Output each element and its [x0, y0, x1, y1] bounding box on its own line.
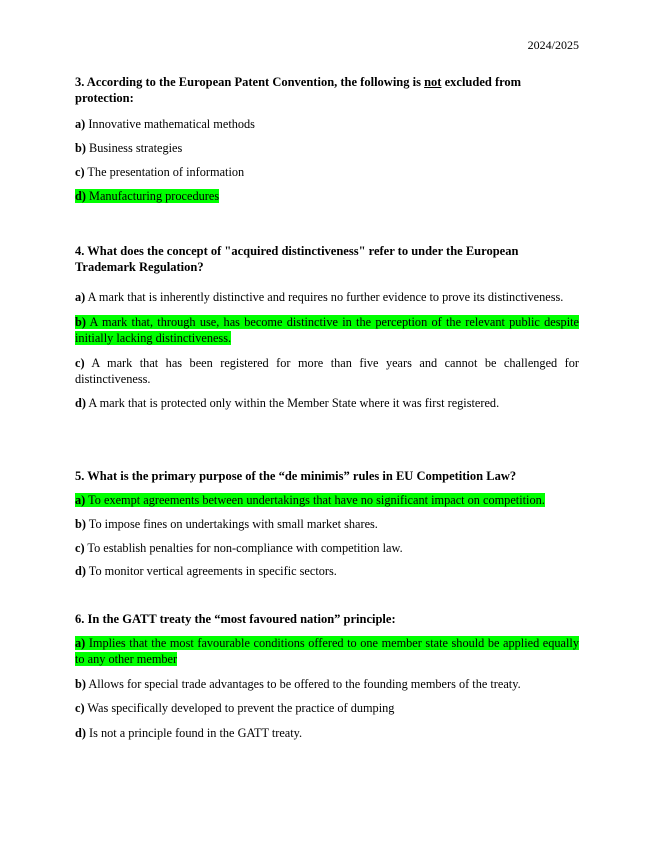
- question-6-option-d: d) Is not a principle found in the GATT treaty.: [75, 726, 303, 740]
- question-3-option-b: b) Business strategies: [75, 141, 183, 155]
- question-4-option-c: c) A mark that has been registered for more than five years and cannot be challenged for distinctiveness.: [75, 356, 579, 386]
- question-5-option-c: c) To establish penalties for non-compliance with competition law.: [75, 541, 403, 555]
- question-3-option-c: c) The presentation of information: [75, 165, 245, 179]
- question-4-title: 4. What does the concept of "acquired distinctiveness" refer to under the European Trademark Regulation?: [75, 244, 519, 274]
- question-4-option-a: a) A mark that is inherently distinctive and requires no further evidence to prove its distinctiveness.: [75, 290, 564, 304]
- question-5-option-b: b) To impose fines on undertakings with small market shares.: [75, 517, 378, 531]
- question-5-option-a-correct: a) To exempt agreements between undertakings that have no significant impact on competition.: [75, 493, 545, 507]
- question-5-option-d: d) To monitor vertical agreements in specific sectors.: [75, 564, 337, 578]
- academic-year: 2024/2025: [527, 38, 579, 52]
- question-3-option-a: a) Innovative mathematical methods: [75, 117, 255, 131]
- question-3-title: 3. According to the European Patent Convention, the following is not excluded from protection:: [75, 75, 522, 105]
- question-6-title: 6. In the GATT treaty the “most favoured nation” principle:: [75, 612, 396, 626]
- question-4-option-d: d) A mark that is protected only within the Member State where it was first registered.: [75, 396, 500, 410]
- question-6-option-a-correct: a) Implies that the most favourable conditions offered to one member state should be applied equally to any other member: [75, 636, 580, 666]
- question-6-option-b: b) Allows for special trade advantages to be offered to the founding members of the treaty.: [75, 677, 521, 691]
- emphasis-not: not: [424, 75, 442, 89]
- question-6-option-c: c) Was specifically developed to prevent the practice of dumping: [75, 701, 395, 715]
- question-3-option-d-correct: d) Manufacturing procedures: [75, 189, 220, 203]
- question-4-option-b-correct: b) A mark that, through use, has become distinctive in the perception of the relevant public despite initially lacking distinctiveness.: [75, 315, 579, 345]
- question-5-title: 5. What is the primary purpose of the “de minimis” rules in EU Competition Law?: [75, 469, 517, 483]
